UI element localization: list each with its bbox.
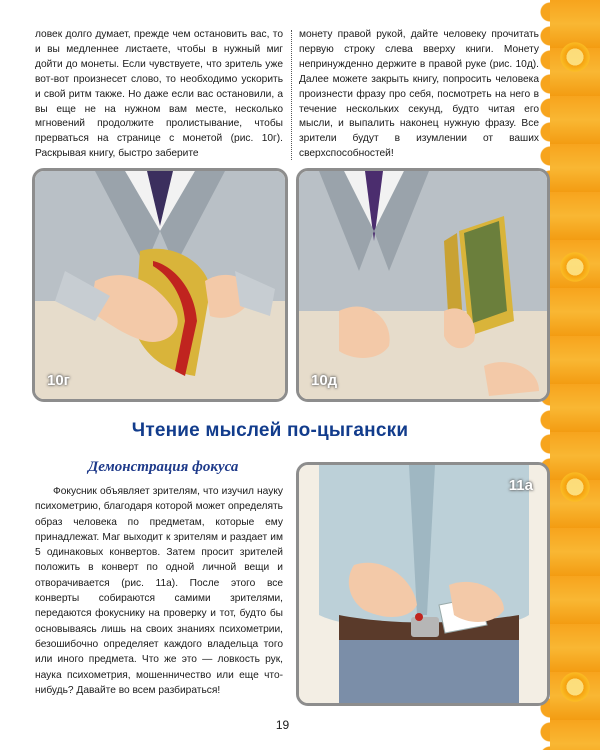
figure-label: 11а [508,477,533,494]
book-flip-illustration-icon [35,171,285,399]
section-title: Чтение мыслей по-цыгански [131,420,409,441]
page-number: 19 [275,718,290,732]
text-column-bottom [35,484,283,698]
belt-envelope-illustration-icon [299,465,547,703]
paragraph: ловек долго думает, прежде чем остановить вас, то и вы медленнее листаете, чтобы в нужный миг дойти до монеты. Если чувствуете, что зритель уже вот-вот произнесет слово, то необходимо ускорить и свой ритм также. Но даже если вас остановили, а вы еще не на нужном вам месте, несколько мгновений продолжите пролистывание, чтобы прерваться на странице с монетой (рис. 10г). Раскрывая книгу, быстро заберите [35,29,283,160]
text-column-right [299,28,539,162]
text-column-left [35,28,283,162]
sun-ornament-icon [558,40,592,74]
paragraph: Фокусник объявляет зрителям, что изучил науку психометрию, благодаря которой может определять образ человека по предметам, которые ему принадлежат. Маг выходит к зрителям и раздает им 5 одинаковых конвертов. Затем просит зрителей положить в конверт по одной личной вещи и отворачивается (рис. 11а). После этого все конверты собираются самими зрителями, передаются фокуснику на проверку и тот, будто бы основываясь лишь на своих знаниях психометрии, безошибочно определяет каждого владельца того или иного предмета. Что же это — ловкость рук, наука психометрия, мошенничество или еще что-нибудь? Давайте во всем разбираться! [35,486,283,696]
figure-11a [296,462,550,706]
decorative-side-strip [550,0,600,750]
sun-ornament-icon [558,470,592,504]
sun-ornament-icon [558,670,592,704]
figure-10g [32,168,288,402]
figure-label: 10г [47,372,70,389]
column-divider [291,30,292,160]
sun-ornament-icon [558,250,592,284]
paragraph: монету правой рукой, дайте человеку прочитать первую строку слева вверху книги. Монету непринужденно держите в правой руке (рис. 10д). Далее можете закрыть книгу, попросить человека произнести фразу про себя, посмотреть на него в течение нескольких секунд, будто читая его мысли, и выпалить наконец нужную фразу. Все зрители будут в изумлении от ваших сверхспособностей! [299,29,539,160]
book-open-coin-illustration-icon [299,171,547,399]
figure-10d [296,168,550,402]
figure-label: 10д [311,372,338,389]
subsection-title: Демонстрация фокуса [88,459,239,475]
